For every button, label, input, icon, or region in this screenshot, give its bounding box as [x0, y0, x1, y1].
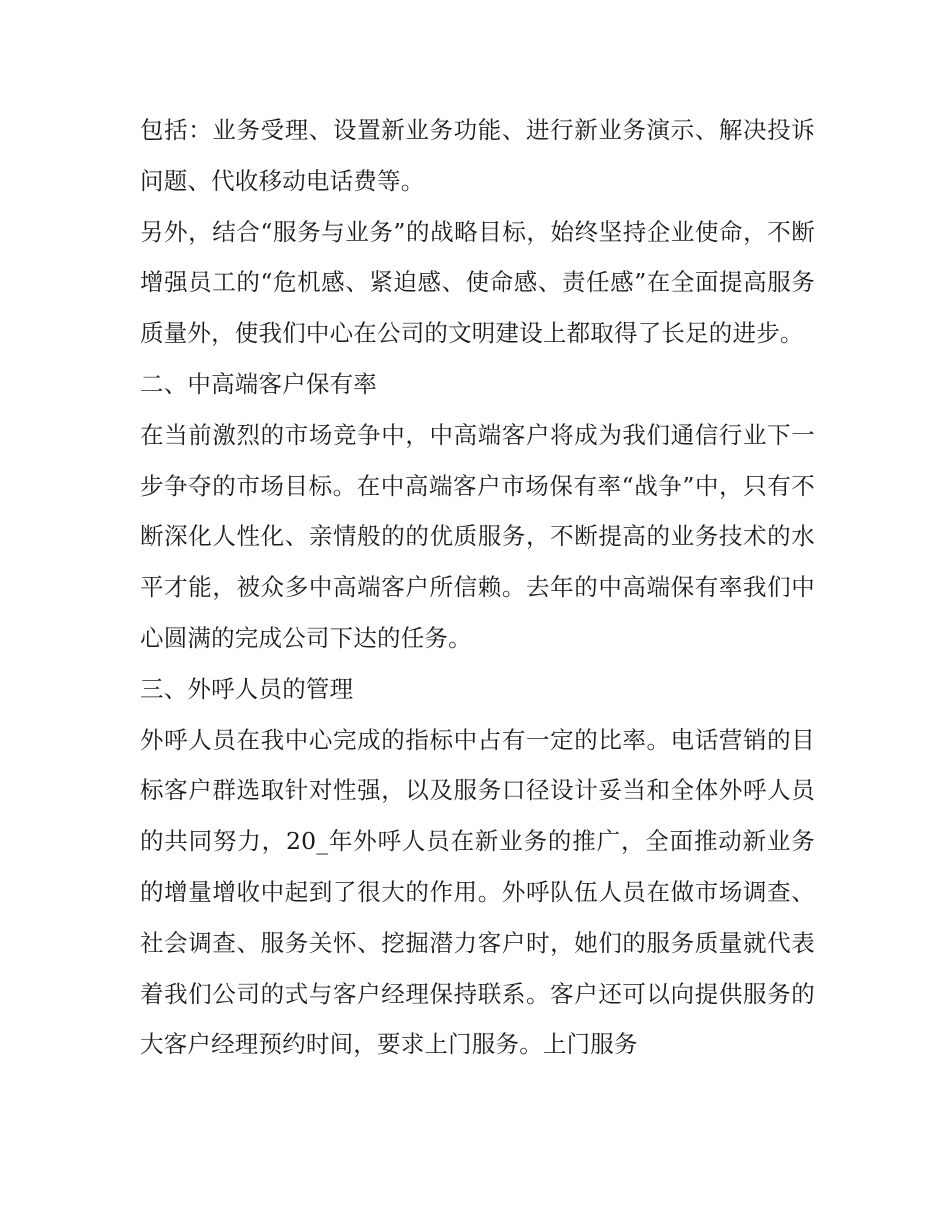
- paragraph-strategy: 另外，结合“服务与业务”的战略目标，始终坚持企业使命，不断增强员工的“危机感、紧迫感、使命感、责任感”在全面提高服务质量外，使我们中心在公司的文明建设上都取得了长足的进步。: [140, 217, 815, 348]
- paragraph-outbound-management: 外呼人员在我中心完成的指标中占有一定的比率。电话营销的目标客户群选取针对性强，以及服务口径设计妥当和全体外呼人员的共同努力，20_年外呼人员在新业务的推广，全面推动新业务的增量增收中起到了很大的作用。外呼队伍人员在做市场调查、社会调查、服务关怀、挖掘潜力客户时，她们的服务质量就代表着我们公司的式与客户经理保持联系。客户还可以向提供服务的大客户经理预约时间，要求上门服务。上门服务: [140, 725, 815, 1059]
- paragraph-services-list: 包括：业务受理、设置新业务功能、进行新业务演示、解决投诉问题、代收移动电话费等。: [140, 116, 815, 195]
- paragraph-high-end-retention: 在当前激烈的市场竞争中，中高端客户将成为我们通信行业下一步争夺的市场目标。在中高端客户市场保有率“战争”中，只有不断深化人性化、亲情般的的优质服务，不断提高的业务技术的水平才能，被众多中高端客户所信赖。去年的中高端保有率我们中心圆满的完成公司下达的任务。: [140, 420, 815, 652]
- section-heading-outbound-management: 三、外呼人员的管理: [140, 674, 354, 703]
- document-body: [140, 105, 815, 1070]
- section-heading-high-end-retention: 二、中高端客户保有率: [140, 369, 377, 398]
